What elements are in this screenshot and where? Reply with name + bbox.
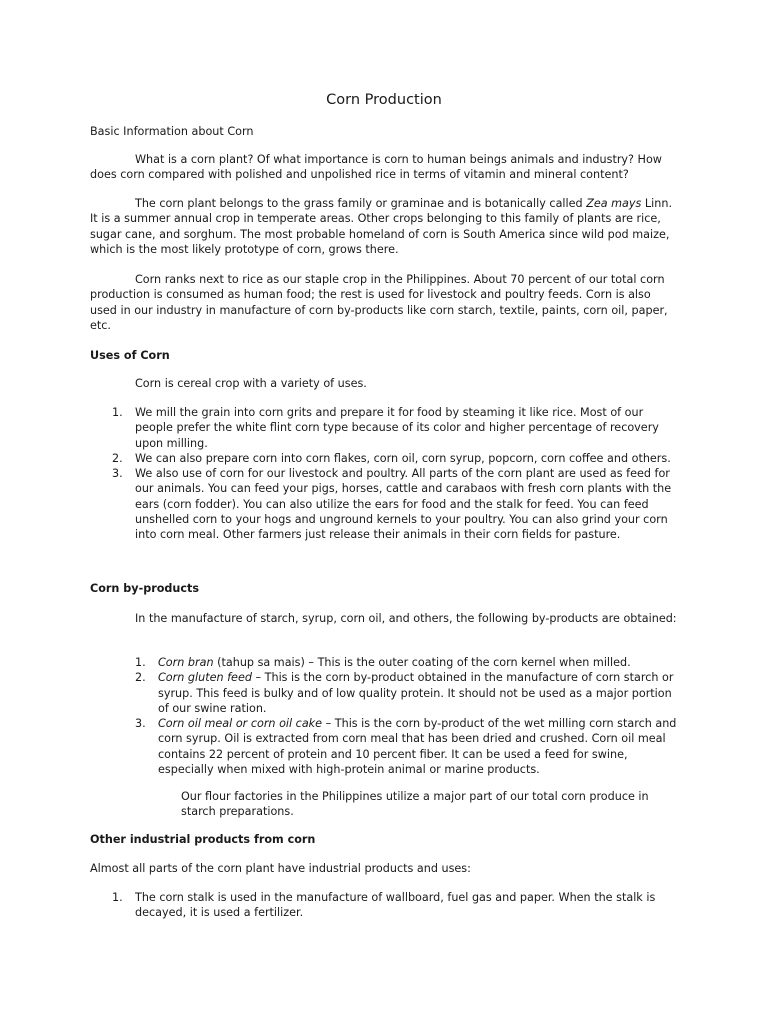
industrial-heading: Other industrial products from corn (90, 833, 316, 846)
list-number: 2. (112, 451, 123, 465)
list-text: – This is the corn by-product of the wet milling corn starch and corn syrup. Oil is extracted from corn meal that has been dried and crushed. Corn oil meal contains 22 percent of protein and 10 percent fiber. It can be used a feed for swine, especially when mixed with high-protein animal or marine products. (158, 717, 677, 777)
list-number: 1. (135, 656, 146, 669)
flour-paragraph: Our flour factories in the Philippines utilize a major part of our total corn produce in starch preparations. (181, 790, 649, 819)
list-item (90, 466, 682, 542)
byproduct-name: Corn gluten feed (158, 671, 252, 685)
list-text: We also use of corn for our livestock and poultry. All parts of the corn plant are used as feed for our animals. You can feed your pigs, horses, cattle and carabaos with fresh corn plants with the ears (corn fodder). You can also utilize the ears for food and the stalk for feed. You can feed unshelled corn to your hogs and unground kernels to your poultry. You can also grind your corn into corn meal. Other farmers just release their animals in their corn fields for pasture. (135, 467, 672, 542)
list-number: 2. (135, 671, 146, 685)
byproduct-name: Corn oil meal or corn oil cake (158, 717, 323, 731)
intro-paragraph: What is a corn plant? Of what importance is corn to human beings animals and industry? How does corn compared with polished and unpolished rice in terms of vitamin and mineral content? (90, 153, 662, 182)
byproduct-name: Corn bran (158, 656, 214, 669)
plant-text-after: Linn. It is a summer annual crop in temperate areas. Other crops belonging to this family of plants are rice, sugar cane, and sorghum. The most probable homeland of corn is South America since wild pod maize, which is the most likely prototype of corn, grows there. (90, 197, 672, 256)
list-item (90, 451, 682, 466)
plant-paragraph (90, 196, 680, 257)
uses-list (90, 405, 682, 543)
industrial-list (90, 890, 680, 921)
basic-info-heading: Basic Information about Corn (90, 125, 254, 138)
byproducts-intro: In the manufacture of starch, syrup, corn oil, and others, the following by-products are obtained: (135, 612, 677, 625)
list-text: – This is the corn by-product obtained in the manufacture of corn starch or syrup. This feed is bulky and of low quality protein. It should not be used as a major portion of our swine ration. (158, 671, 674, 715)
list-text: We can also prepare corn into corn flakes, corn oil, corn syrup, popcorn, corn coffee and others. (135, 451, 671, 465)
list-item (90, 670, 680, 716)
list-number: 3. (135, 717, 146, 731)
list-text: We mill the grain into corn grits and prepare it for food by steaming it like rice. Most of our people prefer the white flint corn type because of its color and higher percentage of recovery upon milling. (135, 406, 659, 450)
list-number: 3. (112, 467, 123, 481)
list-number: 1. (112, 406, 123, 419)
uses-intro: Corn is cereal crop with a variety of uses. (135, 377, 367, 390)
byproducts-heading: Corn by-products (90, 582, 200, 595)
plant-text-before: The corn plant belongs to the grass family or graminae and is botanically called (135, 197, 587, 210)
list-item (90, 405, 682, 451)
industrial-intro: Almost all parts of the corn plant have industrial products and uses: (90, 862, 471, 875)
botanical-name: Zea mays (586, 197, 642, 210)
list-item (90, 890, 680, 921)
list-text: (tahup sa mais) – This is the outer coating of the corn kernel when milled. (213, 656, 631, 669)
ranks-paragraph: Corn ranks next to rice as our staple crop in the Philippines. About 70 percent of our total corn production is consumed as human food; the rest is used for livestock and poultry feeds. Corn is also used in our industry in manufacture of corn by-products like corn starch, textile, paints, corn oil, paper, etc. (90, 273, 668, 332)
byproducts-list (90, 655, 680, 777)
list-text: The corn stalk is used in the manufacture of wallboard, fuel gas and paper. When the stalk is decayed, it is used a fertilizer. (135, 891, 656, 920)
list-item (90, 655, 680, 670)
list-number: 1. (112, 891, 123, 904)
page-title: Corn Production (326, 92, 442, 108)
uses-heading: Uses of Corn (90, 349, 170, 362)
list-item (90, 716, 680, 777)
